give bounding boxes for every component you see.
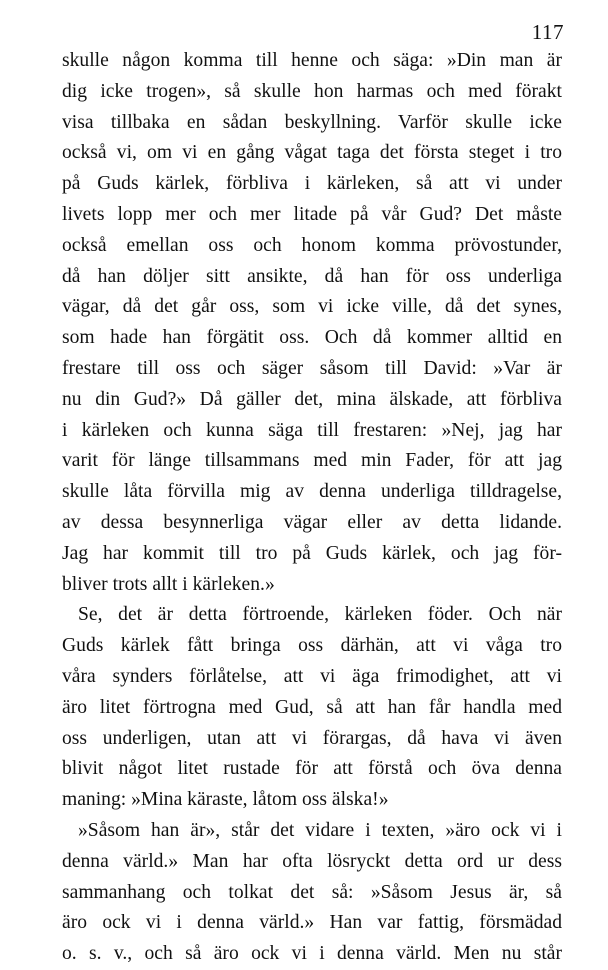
text-line: frestare till oss och säger såsom till David: »Var är [62, 357, 562, 379]
text-line: visa tillbaka en sådan beskyllning. Varför skulle icke [62, 111, 562, 133]
text-line: våra synders förlåtelse, att vi äga frimodighet, att vi [62, 665, 562, 687]
text-line: »Såsom han är», står det vidare i texten, »äro ock vi i [78, 819, 562, 841]
text-line: också emellan oss och honom komma prövostunder, [62, 234, 562, 256]
text-line: oss underligen, utan att vi förargas, då hava vi även [62, 727, 562, 749]
text-line: o. s. v., och så äro ock vi i denna värld. Men nu står [62, 943, 562, 965]
text-line: också vi, om vi en gång vågat taga det första steget i tro [62, 142, 562, 164]
text-line: på Guds kärlek, förbliva i kärleken, så att vi under [62, 173, 562, 195]
paragraph [62, 600, 562, 816]
text-line: äro ock vi i denna värld.» Han var fattig, försmädad [62, 912, 562, 934]
text-line: skulle låta förvilla mig av denna underliga tilldragelse, [62, 481, 562, 503]
text-line: vägar, då det går oss, som vi icke ville, då det synes, [62, 296, 562, 318]
text-line: blivit något litet rustade för att förstå och öva denna [62, 758, 562, 780]
page-number: 117 [531, 20, 564, 44]
text-line: äro litet förtrogna med Gud, så att han får handla med [62, 696, 562, 718]
text-line: dig icke trogen», så skulle hon harmas och med förakt [62, 80, 562, 102]
text-line: i kärleken och kunna säga till frestaren: »Nej, jag har [62, 419, 562, 441]
text-line: som hade han förgätit oss. Och då kommer alltid en [62, 327, 562, 349]
text-line: sammanhang och tolkat det så: »Såsom Jesus är, så [62, 881, 562, 903]
body-text [62, 46, 562, 970]
text-line: Jag har kommit till tro på Guds kärlek, och jag för- [62, 542, 562, 564]
text-line: nu din Gud?» Då gäller det, mina älskade, att förbliva [62, 388, 562, 410]
text-line: Se, det är detta förtroende, kärleken föder. Och när [78, 604, 562, 626]
text-line: då han döljer sitt ansikte, då han för oss underliga [62, 265, 562, 287]
text-line: skulle någon komma till henne och säga: »Din man är [62, 50, 562, 71]
text-line: av dessa besynnerliga vägar eller av detta lidande. [62, 511, 562, 533]
paragraph [62, 46, 562, 600]
paragraph [62, 816, 562, 970]
text-line: bliver trots allt i kärleken.» [62, 573, 275, 595]
text-line: maning: »Mina käraste, låtom oss älska!» [62, 789, 389, 811]
text-line: livets lopp mer och mer litade på vår Gud? Det måste [62, 203, 562, 225]
text-line: denna värld.» Man har ofta lösryckt detta ord ur dess [62, 850, 562, 872]
text-line: Guds kärlek fått bringa oss därhän, att vi våga tro [62, 635, 562, 657]
text-line: varit för länge tillsammans med min Fader, för att jag [62, 450, 562, 472]
